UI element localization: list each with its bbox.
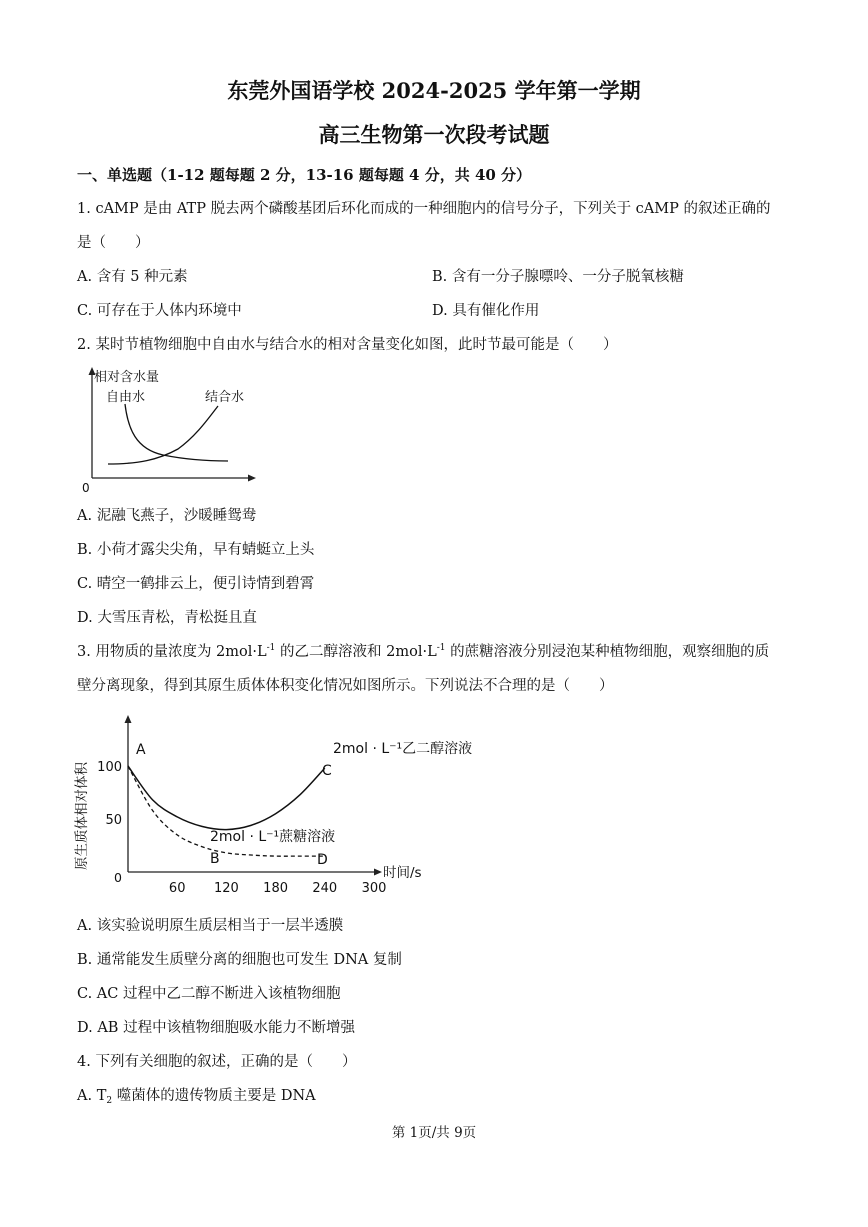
q1-option-a: A. 含有 5 种元素: [77, 269, 188, 285]
q3-stem-part1: 3. 用物质的量浓度为 2mol·L: [77, 644, 267, 660]
x-tick-label: 120: [213, 881, 239, 896]
q4-option-a-subscript: 2: [106, 1096, 113, 1106]
section-heading: 一、单选题（1-12 题每题 2 分，13-16 题每题 4 分，共 40 分）: [77, 166, 532, 184]
q2-option-b: B. 小荷才露尖尖角，早有蜻蜓立上头: [77, 542, 315, 558]
q3-stem-line1: [77, 643, 769, 661]
q1-option-b: B. 含有一分子腺嘌呤、一分子脱氧核糖: [432, 269, 684, 285]
q4-option-a-part1: A. T: [77, 1088, 107, 1104]
q2-option-d: D. 大雪压青松，青松挺且直: [77, 610, 257, 626]
series-label-ethylene-glycol: 2mol · L⁻¹乙二醇溶液: [333, 741, 473, 757]
y-axis-label: 相对含水量: [94, 370, 160, 385]
page-footer: 第 1页/共 9页: [391, 1125, 477, 1141]
q4-stem: 4. 下列有关细胞的叙述，正确的是（ ）: [77, 1054, 357, 1070]
x-tick-label: 60: [168, 881, 186, 896]
page-title: 东莞外国语学校 2024-2025 学年第一学期: [227, 78, 641, 103]
q1-stem-line1: 1. cAMP 是由 ATP 脱去两个磷酸基团后环化而成的一种细胞内的信号分子，下列关于 cAMP 的叙述正确的: [77, 201, 771, 217]
q3-option-c: C. AC 过程中乙二醇不断进入该植物细胞: [77, 986, 341, 1002]
point-label-d: D: [317, 852, 328, 868]
x-tick-label: 240: [312, 881, 338, 896]
ethylene-glycol-curve: [128, 766, 325, 830]
origin-label: 0: [82, 481, 90, 495]
series-label-bound-water: 结合水: [205, 390, 245, 405]
water-content-chart: [78, 364, 278, 496]
chart-axes: [125, 715, 383, 876]
q3-option-b: B. 通常能发生质壁分离的细胞也可发生 DNA 复制: [77, 952, 402, 968]
q3-stem-part3: 的蔗糖溶液分别浸泡某种植物细胞，观察细胞的质: [445, 644, 770, 660]
q2-option-c: C. 晴空一鹤排云上，便引诗情到碧霄: [77, 576, 315, 592]
x-tick-label: 300: [361, 881, 387, 896]
point-label-c: C: [322, 763, 332, 779]
y-tick-label: 100: [97, 760, 122, 775]
x-tick-label: 180: [263, 881, 289, 896]
q3-stem-line2: 壁分离现象，得到其原生质体体积变化情况如图所示。下列说法不合理的是（ ）: [77, 678, 614, 694]
y-axis-label: 原生质体相对体积: [74, 762, 90, 870]
q3-unit-sup1: -1: [266, 643, 276, 653]
q3-option-d: D. AB 过程中该植物细胞吸水能力不断增强: [77, 1020, 356, 1036]
q1-stem-line2: 是（ ）: [77, 235, 150, 251]
protoplast-volume-chart: [74, 712, 473, 896]
q2-stem: 2. 某时节植物细胞中自由水与结合水的相对含量变化如图，此时节最可能是（ ）: [77, 337, 618, 353]
page-subtitle: 高三生物第一次段考试题: [318, 122, 550, 147]
q1-option-c: C. 可存在于人体内环境中: [77, 303, 242, 319]
point-label-b: B: [210, 851, 220, 867]
q3-unit-sup2: -1: [436, 643, 446, 653]
q3-stem-part2: 的乙二醇溶液和 2mol·L: [275, 644, 437, 660]
q4-option-a: [77, 1087, 316, 1105]
q4-option-a-part2: 噬菌体的遗传物质主要是 DNA: [112, 1088, 316, 1104]
origin-label: 0: [114, 870, 122, 885]
point-label-a: A: [136, 742, 146, 758]
q3-option-a: A. 该实验说明原生质层相当于一层半透膜: [77, 918, 344, 934]
y-tick-label: 50: [105, 813, 122, 828]
series-label-free-water: 自由水: [106, 390, 146, 405]
series-label-sucrose: 2mol · L⁻¹蔗糖溶液: [210, 829, 336, 845]
x-axis-label: 时间/s: [383, 865, 422, 881]
bound-water-curve: [108, 406, 218, 464]
q1-option-d: D. 具有催化作用: [432, 303, 540, 319]
q2-option-a: A. 泥融飞燕子，沙暖睡鸳鸯: [77, 508, 257, 524]
